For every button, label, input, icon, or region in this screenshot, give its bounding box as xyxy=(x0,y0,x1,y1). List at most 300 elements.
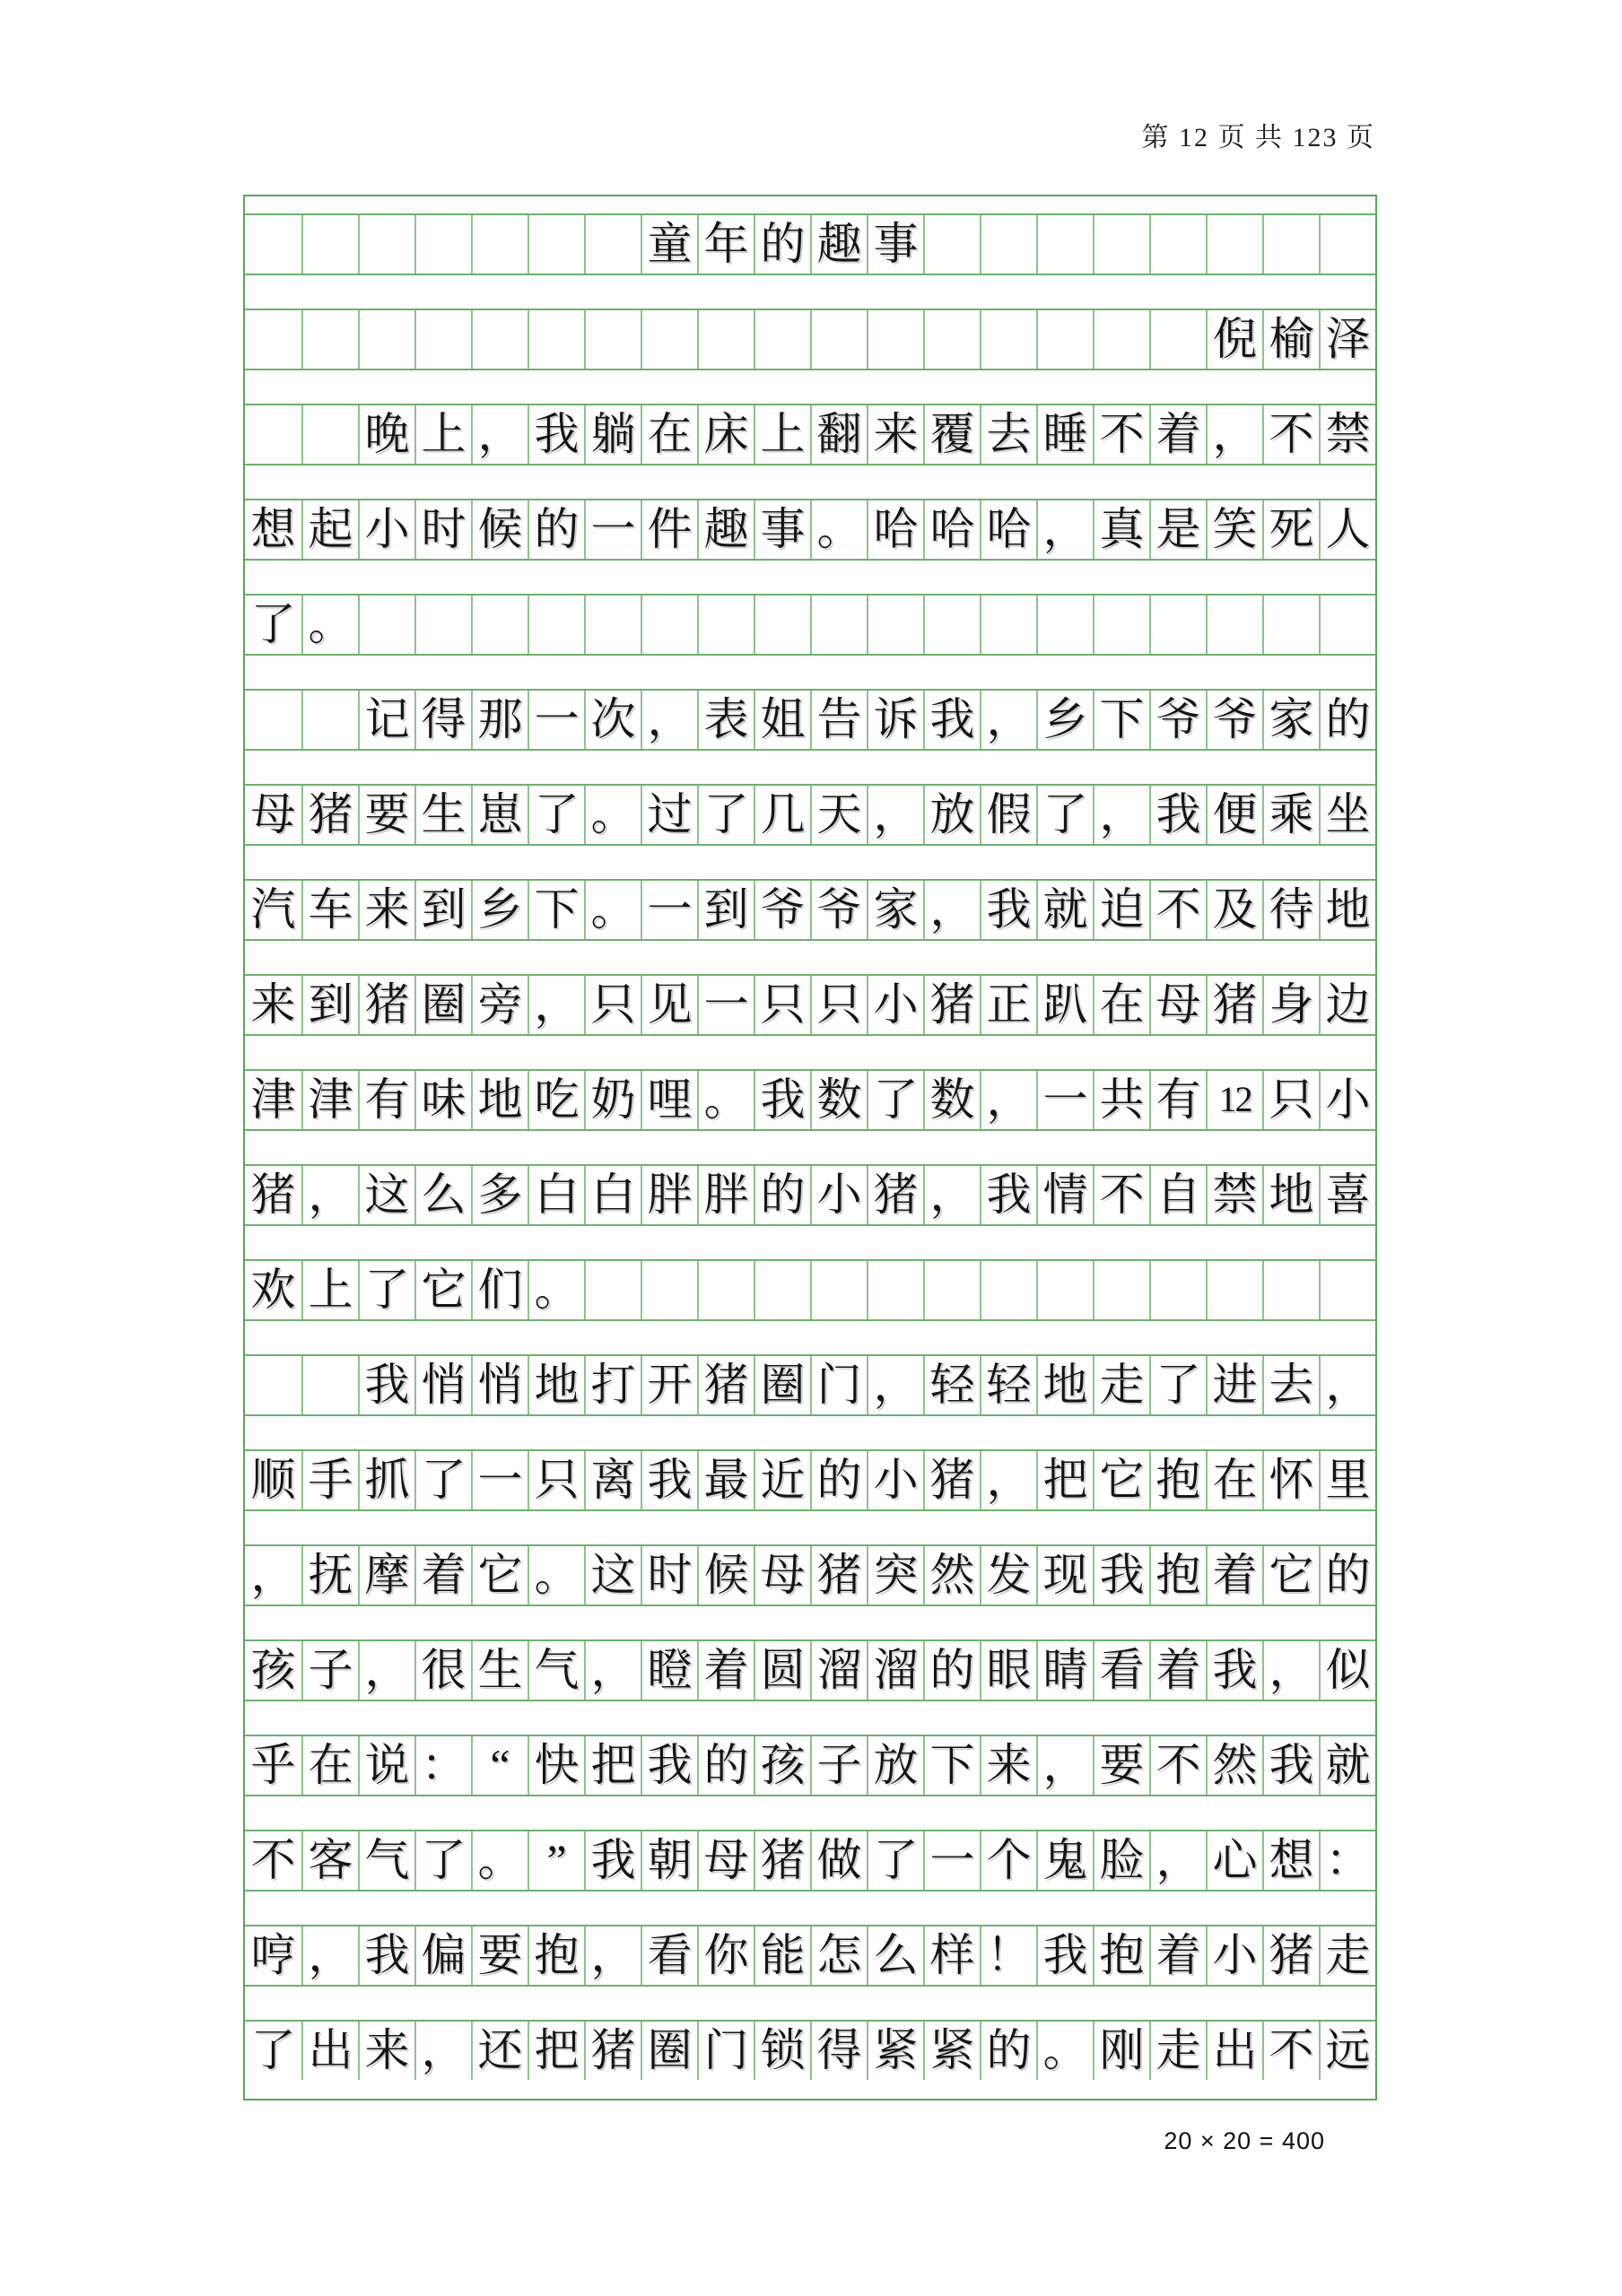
grid-cell xyxy=(471,215,528,274)
grid-cell: 了 xyxy=(1036,786,1093,844)
grid-cell: 死 xyxy=(1262,500,1319,559)
grid-cell xyxy=(245,1356,301,1414)
grid-cell: 迫 xyxy=(1093,881,1149,939)
grid-cell: 怎 xyxy=(810,1926,867,1985)
grid-cell: 紧 xyxy=(867,2022,923,2080)
grid-row xyxy=(245,976,1375,1034)
grid-cell: 着 xyxy=(1149,1926,1206,1985)
grid-cell: 倪 xyxy=(1206,310,1262,369)
grid-cell: 坐 xyxy=(1319,786,1375,844)
grid-strip xyxy=(245,196,1375,215)
grid-cell: ， xyxy=(471,405,528,464)
grid-cell: 上 xyxy=(414,405,471,464)
grid-cell: 我 xyxy=(754,1071,810,1129)
grid-cell: 抓 xyxy=(358,1451,414,1509)
grid-cell: 偏 xyxy=(414,1926,471,1985)
grid-strip xyxy=(245,2080,1375,2099)
grid-cell: 它 xyxy=(414,1261,471,1319)
grid-cell: 爷 xyxy=(754,881,810,939)
grid-cell: 天 xyxy=(810,786,867,844)
grid-cell: 爷 xyxy=(810,881,867,939)
grid-cell xyxy=(980,310,1036,369)
grid-cell: ， xyxy=(528,976,584,1034)
grid-cell: ， xyxy=(358,1641,414,1700)
grid-cell xyxy=(923,215,980,274)
grid-cell: 要 xyxy=(358,786,414,844)
grid-cell xyxy=(867,310,923,369)
grid-cell: 们 xyxy=(471,1261,528,1319)
grid-cell: 睡 xyxy=(1036,405,1093,464)
grid-cell: ， xyxy=(1036,1736,1093,1795)
grid-cell: 我 xyxy=(1149,786,1206,844)
grid-cell: 我 xyxy=(1206,1641,1262,1700)
grid-cell: 远 xyxy=(1319,2022,1375,2080)
grid-cell: 假 xyxy=(980,786,1036,844)
grid-cell: 顺 xyxy=(250,1455,296,1505)
grid-cell: 放 xyxy=(867,1736,923,1795)
grid-cell xyxy=(528,596,584,654)
grid-cell: 乡 xyxy=(471,881,528,939)
grid-cell: 里 xyxy=(1319,1451,1375,1509)
grid-cell: 汽 xyxy=(250,884,296,935)
grid-cell: 我 xyxy=(358,1926,414,1985)
grid-gap xyxy=(245,654,1375,691)
grid-row xyxy=(245,1641,1375,1700)
grid-cell: 出 xyxy=(301,2022,358,2080)
grid-cell: 门 xyxy=(697,2022,754,2080)
grid-gap xyxy=(245,1700,1375,1736)
grid-cell: 正 xyxy=(980,976,1036,1034)
grid-cell xyxy=(358,310,414,369)
grid-cell: 哩 xyxy=(641,1071,697,1129)
grid-cell: 走 xyxy=(1149,2022,1206,2080)
grid-cell: 轻 xyxy=(923,1356,980,1414)
grid-cell: 生 xyxy=(471,1641,528,1700)
grid-cell: ” xyxy=(528,1831,584,1890)
grid-gap xyxy=(245,1795,1375,1831)
grid-cell: 了 xyxy=(1149,1356,1206,1414)
grid-cell: 一 xyxy=(697,976,754,1034)
grid-cell: 来 xyxy=(358,881,414,939)
grid-cell: 得 xyxy=(810,2022,867,2080)
grid-cell: 到 xyxy=(697,881,754,939)
grid-cell: 猪 xyxy=(810,1546,867,1605)
grid-cell: 地 xyxy=(1262,1166,1319,1224)
grid-cell: 笑 xyxy=(1206,500,1262,559)
grid-cell: ， xyxy=(584,1926,641,1985)
grid-cell xyxy=(641,310,697,369)
grid-cell: 抱 xyxy=(1149,1546,1206,1605)
grid-cell xyxy=(697,596,754,654)
grid-cell: 诉 xyxy=(867,691,923,749)
grid-gap xyxy=(245,1319,1375,1356)
grid-cell: 放 xyxy=(923,786,980,844)
grid-cell: 想 xyxy=(1262,1831,1319,1890)
grid-cell: ， xyxy=(1206,405,1262,464)
grid-cell: 白 xyxy=(528,1166,584,1224)
grid-cell: 事 xyxy=(867,215,923,274)
grid-cell: 的 xyxy=(754,1166,810,1224)
grid-cell xyxy=(584,310,641,369)
grid-cell: 身 xyxy=(1262,976,1319,1034)
grid-cell xyxy=(245,215,301,274)
grid-cell: 在 xyxy=(641,405,697,464)
grid-cell: 我 xyxy=(980,1166,1036,1224)
grid-cell: 车 xyxy=(301,881,358,939)
grid-cell: 紧 xyxy=(923,2022,980,2080)
grid-cell: 崽 xyxy=(471,786,528,844)
grid-cell: 。 xyxy=(584,786,641,844)
grid-cell: 心 xyxy=(1206,1831,1262,1890)
grid-cell: 得 xyxy=(414,691,471,749)
grid-cell: 有 xyxy=(358,1071,414,1129)
grid-cell: 离 xyxy=(584,1451,641,1509)
grid-cell: 猪 xyxy=(301,786,358,844)
grid-cell: 我 xyxy=(641,1736,697,1795)
grid-gap xyxy=(245,1890,1375,1926)
grid-cell: 我 xyxy=(980,881,1036,939)
grid-cell: ， xyxy=(980,1071,1036,1129)
grid-cell: 看 xyxy=(641,1926,697,1985)
grid-cell: 一 xyxy=(471,1451,528,1509)
grid-cell xyxy=(1206,215,1262,274)
grid-cell: 的 xyxy=(754,215,810,274)
grid-cell: 欢 xyxy=(250,1265,296,1315)
grid-cell: 了 xyxy=(358,1261,414,1319)
grid-cell xyxy=(1206,596,1262,654)
grid-cell xyxy=(1036,310,1093,369)
grid-cell: 禁 xyxy=(1319,405,1375,464)
grid-cell: 一 xyxy=(641,881,697,939)
grid-cell xyxy=(754,310,810,369)
grid-cell xyxy=(1319,215,1375,274)
grid-cell xyxy=(1262,596,1319,654)
grid-cell: 它 xyxy=(1262,1546,1319,1605)
grid-row xyxy=(245,1831,1375,1890)
grid-cell: 很 xyxy=(414,1641,471,1700)
grid-cell xyxy=(1036,215,1093,274)
grid-cell: 只 xyxy=(528,1451,584,1509)
grid-cell: 的 xyxy=(1319,1546,1375,1605)
grid-cell xyxy=(301,1356,358,1414)
grid-row xyxy=(245,405,1375,464)
grid-cell: ， xyxy=(584,1641,641,1700)
grid-cell: 数 xyxy=(923,1071,980,1129)
grid-cell xyxy=(414,215,471,274)
grid-cell: 着 xyxy=(1206,1546,1262,1605)
grid-cell: 抚 xyxy=(301,1546,358,1605)
grid-cell: 了 xyxy=(250,599,296,649)
grid-row xyxy=(245,1451,1375,1509)
grid-cell: 门 xyxy=(810,1356,867,1414)
composition-grid xyxy=(243,195,1377,2100)
grid-cell: 榆 xyxy=(1262,310,1319,369)
grid-cell xyxy=(584,1261,641,1319)
grid-cell: 乘 xyxy=(1262,786,1319,844)
grid-cell: 孩 xyxy=(754,1736,810,1795)
grid-cell: 着 xyxy=(414,1546,471,1605)
grid-gap xyxy=(245,1129,1375,1166)
grid-cell: 的 xyxy=(923,1641,980,1700)
grid-gap xyxy=(245,369,1375,405)
grid-cell: 翻 xyxy=(810,405,867,464)
grid-cell: 家 xyxy=(867,881,923,939)
grid-cell: 吃 xyxy=(528,1071,584,1129)
grid-cell: 气 xyxy=(528,1641,584,1700)
grid-gap xyxy=(245,1605,1375,1641)
grid-cell: 母 xyxy=(1149,976,1206,1034)
grid-cell: ， xyxy=(641,691,697,749)
grid-cell: 不 xyxy=(250,1835,296,1885)
grid-cell: 快 xyxy=(528,1736,584,1795)
grid-cell: 把 xyxy=(1036,1451,1093,1509)
grid-cell: 着 xyxy=(697,1641,754,1700)
grid-cell: 在 xyxy=(1206,1451,1262,1509)
grid-cell: 床 xyxy=(697,405,754,464)
grid-cell: ， xyxy=(414,2022,471,2080)
grid-cell xyxy=(1036,1261,1093,1319)
grid-row xyxy=(245,1546,1375,1605)
grid-gap xyxy=(245,1509,1375,1546)
grid-cell: 鬼 xyxy=(1036,1831,1093,1890)
grid-cell xyxy=(245,691,301,749)
grid-cell: 地 xyxy=(528,1356,584,1414)
grid-cell: ， xyxy=(867,786,923,844)
grid-cell: 地 xyxy=(1319,881,1375,939)
grid-cell: 把 xyxy=(528,2022,584,2080)
grid-cell: 胖 xyxy=(641,1166,697,1224)
grid-cell xyxy=(1319,1261,1375,1319)
grid-cell: ， xyxy=(301,1926,358,1985)
grid-cell: 了 xyxy=(250,2025,296,2075)
grid-cell: 母 xyxy=(754,1546,810,1605)
grid-cell: 只 xyxy=(584,976,641,1034)
grid-cell: 的 xyxy=(697,1736,754,1795)
grid-cell: 圈 xyxy=(641,2022,697,2080)
grid-cell: 趴 xyxy=(1036,976,1093,1034)
grid-cell: 奶 xyxy=(584,1071,641,1129)
grid-cell: 猪 xyxy=(754,1831,810,1890)
grid-row xyxy=(245,215,1375,274)
grid-cell: 人 xyxy=(1319,500,1375,559)
grid-cell: 次 xyxy=(584,691,641,749)
grid-row xyxy=(245,500,1375,559)
grid-row xyxy=(245,1261,1375,1319)
grid-cell xyxy=(358,596,414,654)
grid-cell: 的 xyxy=(1319,691,1375,749)
grid-cell: 味 xyxy=(414,1071,471,1129)
grid-cell: 乎 xyxy=(250,1740,296,1790)
grid-cell: 小 xyxy=(867,976,923,1034)
grid-cell: 猪 xyxy=(923,1451,980,1509)
grid-cell: 件 xyxy=(641,500,697,559)
grid-cell: 上 xyxy=(754,405,810,464)
grid-cell: 。 xyxy=(528,1546,584,1605)
grid-cell: 地 xyxy=(471,1071,528,1129)
grid-cell: 年 xyxy=(697,215,754,274)
grid-cell: 是 xyxy=(1149,500,1206,559)
grid-cell: 一 xyxy=(528,691,584,749)
grid-cell: 躺 xyxy=(584,405,641,464)
grid-cell: 突 xyxy=(867,1546,923,1605)
grid-row xyxy=(245,1071,1375,1129)
grid-gap xyxy=(245,1414,1375,1451)
grid-cell: 童 xyxy=(641,215,697,274)
grid-cell: 它 xyxy=(1093,1451,1149,1509)
grid-cell: 气 xyxy=(358,1831,414,1890)
grid-cell xyxy=(980,1261,1036,1319)
grid-cell: 我 xyxy=(1093,1546,1149,1605)
grid-cell xyxy=(980,596,1036,654)
grid-cell: 做 xyxy=(810,1831,867,1890)
grid-cell: 就 xyxy=(1036,881,1093,939)
grid-row xyxy=(245,2022,1375,2080)
grid-gap xyxy=(245,844,1375,881)
grid-cell: 有 xyxy=(1149,1071,1206,1129)
grid-cell: 抱 xyxy=(528,1926,584,1985)
grid-cell: 最 xyxy=(697,1451,754,1509)
grid-spec-label: 20 × 20 = 400 xyxy=(1164,2127,1325,2154)
grid-cell: 似 xyxy=(1319,1641,1375,1700)
grid-cell: 我 xyxy=(528,405,584,464)
grid-cell: ， xyxy=(1149,1831,1206,1890)
grid-cell: 告 xyxy=(810,691,867,749)
grid-cell xyxy=(1093,215,1149,274)
grid-cell: ， xyxy=(980,1451,1036,1509)
grid-cell: 过 xyxy=(641,786,697,844)
grid-cell xyxy=(301,691,358,749)
grid-cell: 哼 xyxy=(250,1930,296,1980)
grid-cell: 锁 xyxy=(754,2022,810,2080)
grid-cell: 走 xyxy=(1093,1356,1149,1414)
grid-row xyxy=(245,786,1375,844)
grid-cell: 溜 xyxy=(867,1641,923,1700)
grid-cell: 了 xyxy=(528,786,584,844)
grid-cell xyxy=(810,596,867,654)
grid-cell xyxy=(641,1261,697,1319)
grid-cell: 溜 xyxy=(810,1641,867,1700)
grid-cell: 乡 xyxy=(1036,691,1093,749)
grid-cell: 旁 xyxy=(471,976,528,1034)
grid-cell: 一 xyxy=(584,500,641,559)
grid-cell xyxy=(1036,596,1093,654)
grid-cell xyxy=(471,596,528,654)
grid-cell: 着 xyxy=(1149,1641,1206,1700)
grid-cell: 事 xyxy=(754,500,810,559)
grid-cell: 瞪 xyxy=(641,1641,697,1700)
grid-cell: 起 xyxy=(301,500,358,559)
grid-cell: 发 xyxy=(980,1546,1036,1605)
grid-cell: 小 xyxy=(867,1451,923,1509)
grid-cell: 我 xyxy=(584,1831,641,1890)
grid-cell xyxy=(301,310,358,369)
grid-cell xyxy=(1206,1261,1262,1319)
grid-gap xyxy=(245,1224,1375,1261)
grid-cell: 上 xyxy=(301,1261,358,1319)
grid-cell: 一 xyxy=(923,1831,980,1890)
grid-cell: 爷 xyxy=(1206,691,1262,749)
grid-cell: 喜 xyxy=(1319,1166,1375,1224)
grid-cell: 时 xyxy=(641,1546,697,1605)
grid-cell: 出 xyxy=(1206,2022,1262,2080)
grid-cell: 到 xyxy=(301,976,358,1034)
grid-cell: 抱 xyxy=(1093,1926,1149,1985)
grid-cell: 刚 xyxy=(1093,2022,1149,2080)
grid-cell xyxy=(754,1261,810,1319)
grid-cell: 了 xyxy=(414,1831,471,1890)
grid-gap xyxy=(245,464,1375,500)
grid-cell: 来 xyxy=(980,1736,1036,1795)
grid-cell: 圈 xyxy=(754,1356,810,1414)
grid-cell: 。 xyxy=(471,1831,528,1890)
grid-cell: 来 xyxy=(250,979,296,1030)
grid-cell: 不 xyxy=(1149,881,1206,939)
grid-cell: 要 xyxy=(1093,1736,1149,1795)
grid-gap xyxy=(245,559,1375,596)
grid-cell xyxy=(980,215,1036,274)
grid-cell: 孩 xyxy=(250,1645,296,1695)
page-number-indicator: 第 12 页 共 123 页 xyxy=(1141,123,1375,152)
grid-cell: 的 xyxy=(528,500,584,559)
grid-cell: 来 xyxy=(867,405,923,464)
grid-cell: 便 xyxy=(1206,786,1262,844)
grid-cell: 只 xyxy=(810,976,867,1034)
grid-cell: 边 xyxy=(1319,976,1375,1034)
grid-cell: ， xyxy=(923,1166,980,1224)
grid-row xyxy=(245,310,1375,369)
grid-cell: 我 xyxy=(1036,1926,1093,1985)
grid-cell: 在 xyxy=(301,1736,358,1795)
grid-cell: 脸 xyxy=(1093,1831,1149,1890)
grid-cell: 情 xyxy=(1036,1166,1093,1224)
grid-cell xyxy=(301,405,358,464)
grid-cell xyxy=(697,310,754,369)
grid-cell: 姐 xyxy=(754,691,810,749)
grid-cell xyxy=(1093,1261,1149,1319)
grid-cell: 你 xyxy=(697,1926,754,1985)
grid-cell: 猪 xyxy=(697,1356,754,1414)
grid-cell: 母 xyxy=(697,1831,754,1890)
grid-cell: 我 xyxy=(923,691,980,749)
grid-cell: 。 xyxy=(810,500,867,559)
grid-cell: 真 xyxy=(1093,500,1149,559)
grid-cell: 猪 xyxy=(1206,976,1262,1034)
grid-cell: 表 xyxy=(697,691,754,749)
grid-cell: 猪 xyxy=(1262,1926,1319,1985)
grid-cell: 想 xyxy=(250,504,296,554)
grid-cell: 能 xyxy=(754,1926,810,1985)
grid-cell: 覆 xyxy=(923,405,980,464)
grid-cell xyxy=(754,596,810,654)
grid-cell: 的 xyxy=(810,1451,867,1509)
grid-gap xyxy=(245,749,1375,786)
grid-cell xyxy=(923,310,980,369)
grid-cell: 到 xyxy=(414,881,471,939)
grid-cell: 共 xyxy=(1093,1071,1149,1129)
grid-cell: 的 xyxy=(980,2022,1036,2080)
grid-cell: 只 xyxy=(1262,1071,1319,1129)
grid-cell xyxy=(867,1261,923,1319)
grid-cell xyxy=(471,310,528,369)
grid-cell xyxy=(358,215,414,274)
grid-cell: 朝 xyxy=(641,1831,697,1890)
grid-cell: 津 xyxy=(250,1074,296,1125)
grid-cell: 泽 xyxy=(1319,310,1375,369)
grid-cell xyxy=(641,596,697,654)
grid-cell: 子 xyxy=(810,1736,867,1795)
grid-cell: 几 xyxy=(754,786,810,844)
grid-cell: 下 xyxy=(923,1736,980,1795)
